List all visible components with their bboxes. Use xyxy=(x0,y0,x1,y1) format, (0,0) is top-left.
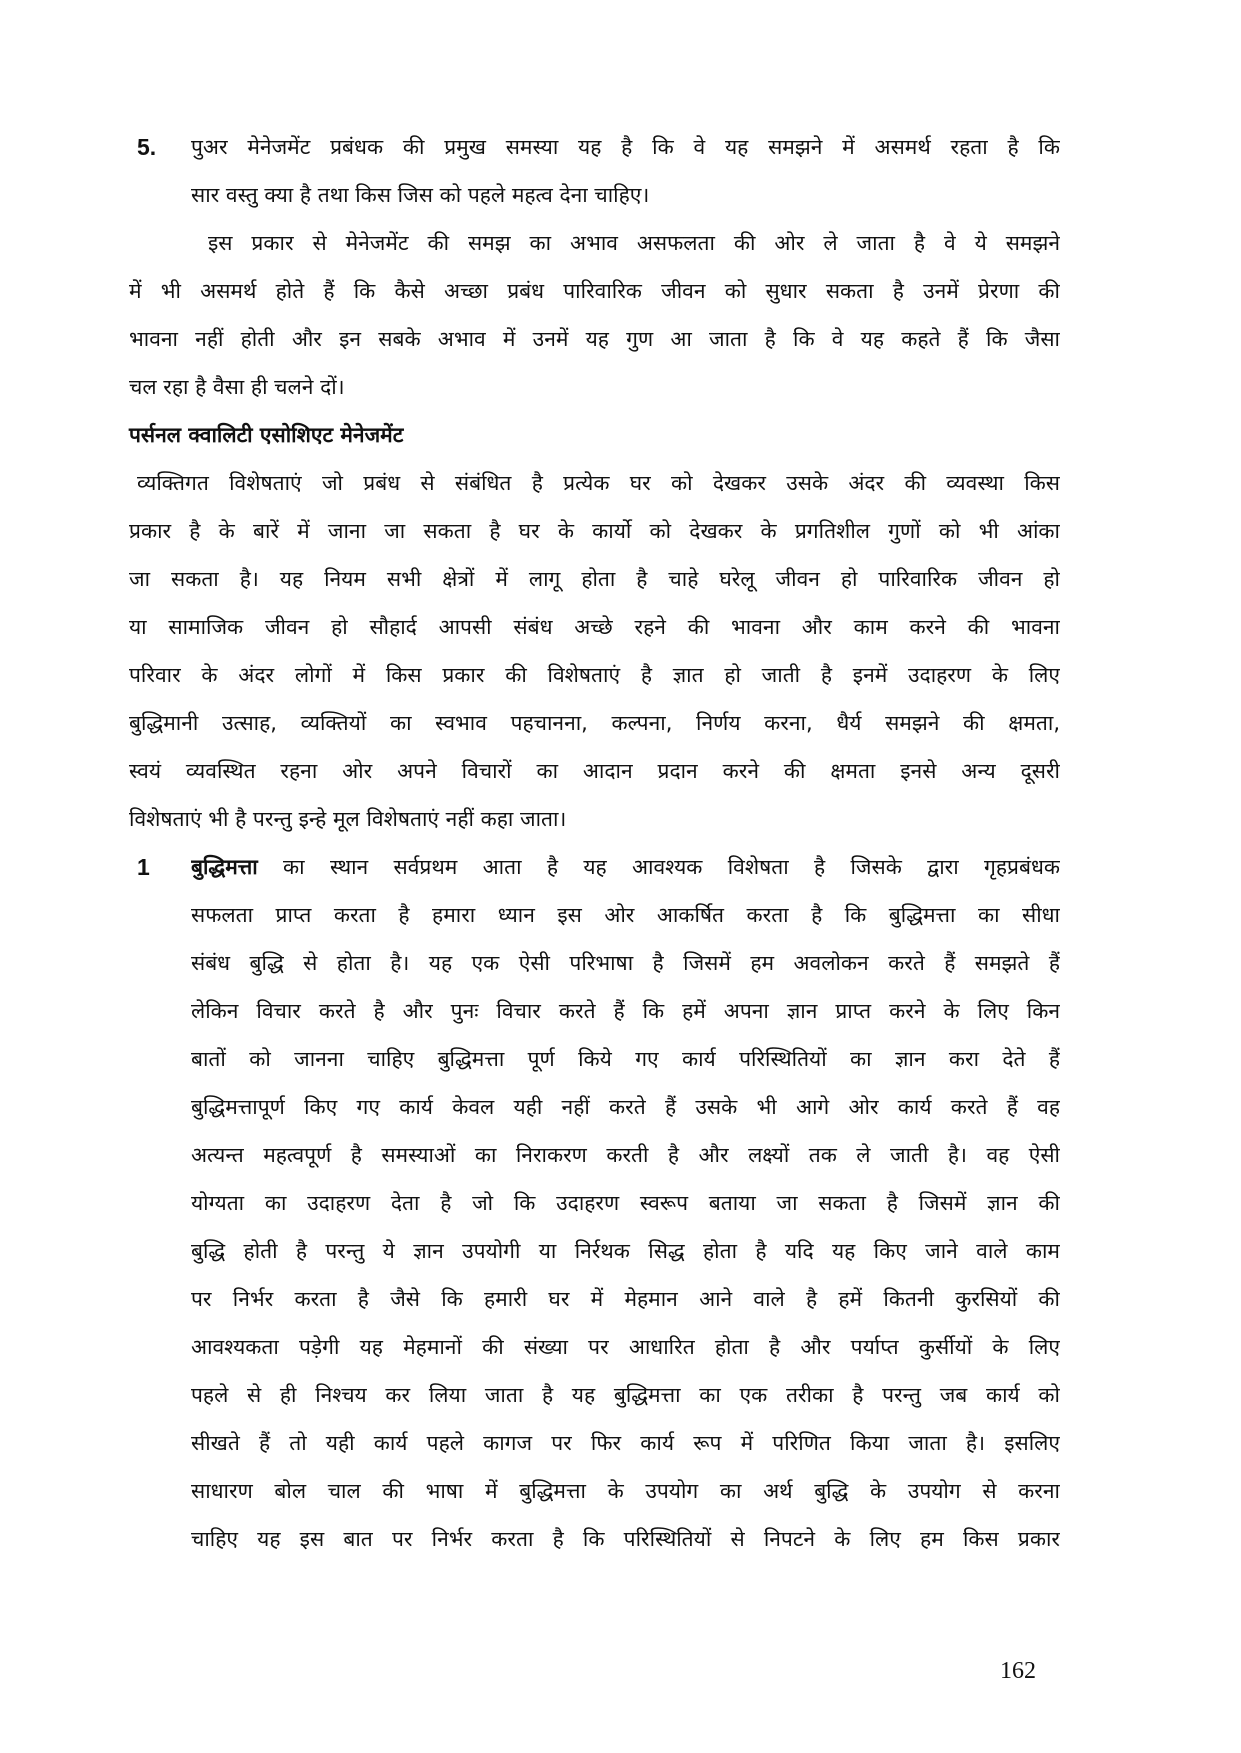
item1-line-2: सफलता प्राप्त करता है हमारा ध्यान इस ओर आकर्षित करता है कि बुद्धिमत्ता का सीधा xyxy=(191,903,1060,927)
item1-line-14: साधारण बोल चाल की भाषा में बुद्धिमत्ता के उपयोग का अर्थ बुद्धि के उपयोग से करना xyxy=(191,1479,1060,1503)
section-line-7: स्वयं व्यवस्थित रहना ओर अपने विचारों का आदान प्रदान करने की क्षमता इनसे अन्य दूसरी xyxy=(129,759,1060,783)
item-number-1: 1 xyxy=(137,854,150,880)
section-line-5: परिवार के अंदर लोगों में किस प्रकार की विशेषताएं है ज्ञात हो जाती है इनमें उदाहरण के लिए xyxy=(129,663,1060,687)
item1-line-12: पहले से ही निश्चय कर लिया जाता है यह बुद्धिमत्ता का एक तरीका है परन्तु जब कार्य को xyxy=(191,1383,1060,1407)
item1-line-3: संबंध बुद्धि से होता है। यह एक ऐसी परिभाषा है जिसमें हम अवलोकन करते हैं समझते हैं xyxy=(191,951,1060,975)
item1-line-7: अत्यन्त महत्वपूर्ण है समस्याओं का निराकरण करती है और लक्ष्यों तक ले जाती है। वह ऐसी xyxy=(191,1143,1060,1167)
item5-line-2: सार वस्तु क्या है तथा किस जिस को पहले महत्व देना चाहिए। xyxy=(191,183,650,207)
section-line-6: बुद्धिमानी उत्साह, व्यक्तियों का स्वभाव पहचानना, कल्पना, निर्णय करना, धैर्य समझने की क्षमता, xyxy=(129,711,1060,735)
section-line-4: या सामाजिक जीवन हो सौहार्द आपसी संबंध अच्छे रहने की भावना और काम करने की भावना xyxy=(129,615,1060,639)
item1-line-8: योग्यता का उदाहरण देता है जो कि उदाहरण स्वरूप बताया जा सकता है जिसमें ज्ञान की xyxy=(191,1191,1060,1215)
para1-line-2: में भी असमर्थ होते हैं कि कैसे अच्छा प्रबंध पारिवारिक जीवन को सुधार सकता है उनमें प्रेरणा की xyxy=(129,279,1060,303)
item5-line-1: पुअर मेनेजमेंट प्रबंधक की प्रमुख समस्या यह है कि वे यह समझने में असमर्थ रहता है कि xyxy=(191,135,1060,159)
item1-line-6: बुद्धिमत्तापूर्ण किए गए कार्य केवल यही नहीं करते हैं उसके भी आगे ओर कार्य करते हैं वह xyxy=(191,1095,1060,1119)
section-line-1: व्यक्तिगत विशेषताएं जो प्रबंध से संबंधित है प्रत्येक घर को देखकर उसके अंदर की व्यवस्था किस xyxy=(137,471,1060,495)
item1-line-5: बातों को जानना चाहिए बुद्धिमत्ता पूर्ण किये गए कार्य परिस्थितियों का ज्ञान करा देते हैं xyxy=(191,1047,1060,1071)
item1-line-10: पर निर्भर करता है जैसे कि हमारी घर में मेहमान आने वाले है हमें कितनी कुरसियों की xyxy=(191,1287,1060,1311)
para1-line-3: भावना नहीं होती और इन सबके अभाव में उनमें यह गुण आ जाता है कि वे यह कहते हैं कि जैसा xyxy=(129,327,1060,351)
item-number-5: 5. xyxy=(137,134,157,160)
section-line-8: विशेषताएं भी है परन्तु इन्हे मूल विशेषताएं नहीं कहा जाता। xyxy=(129,807,567,831)
item1-bold-term: बुद्धिमत्ता xyxy=(191,855,258,879)
page-number: 162 xyxy=(1000,1658,1036,1684)
section-heading: पर्सनल क्वालिटी एसोशिएट मेनेजमेंट xyxy=(129,423,404,447)
item1-line-9: बुद्धि होती है परन्तु ये ज्ञान उपयोगी या निर्रथक सिद्ध होता है यदि यह किए जाने वाले काम xyxy=(191,1239,1060,1263)
item1-line-11: आवश्यकता पड़ेगी यह मेहमानों की संख्या पर आधारित होता है और पर्याप्त कुर्सीयों के लिए xyxy=(191,1335,1060,1359)
para1-line-4: चल रहा है वैसा ही चलने दों। xyxy=(129,375,345,399)
item1-line-4: लेकिन विचार करते है और पुनः विचार करते हैं कि हमें अपना ज्ञान प्राप्त करने के लिए किन xyxy=(191,999,1060,1023)
item1-line-15: चाहिए यह इस बात पर निर्भर करता है कि परिस्थितियों से निपटने के लिए हम किस प्रकार xyxy=(191,1527,1060,1551)
section-line-2: प्रकार है के बारें में जाना जा सकता है घर के कार्यो को देखकर के प्रगतिशील गुणों को भी आंका xyxy=(129,519,1060,543)
section-line-3: जा सकता है। यह नियम सभी क्षेत्रों में लागू होता है चाहे घरेलू जीवन हो पारिवारिक जीवन हो xyxy=(129,567,1060,591)
item1-line-1-rest: का स्थान सर्वप्रथम आता है यह आवश्यक विशेषता है जिसके द्वारा गृहप्रबंधक xyxy=(257,855,1060,879)
para1-line-1: इस प्रकार से मेनेजमेंट की समझ का अभाव असफलता की ओर ले जाता है वे ये समझने xyxy=(208,231,1060,255)
item1-line-13: सीखते हैं तो यही कार्य पहले कागज पर फिर कार्य रूप में परिणित किया जाता है। इसलिए xyxy=(191,1431,1060,1455)
item1-line-1 xyxy=(191,852,1060,882)
